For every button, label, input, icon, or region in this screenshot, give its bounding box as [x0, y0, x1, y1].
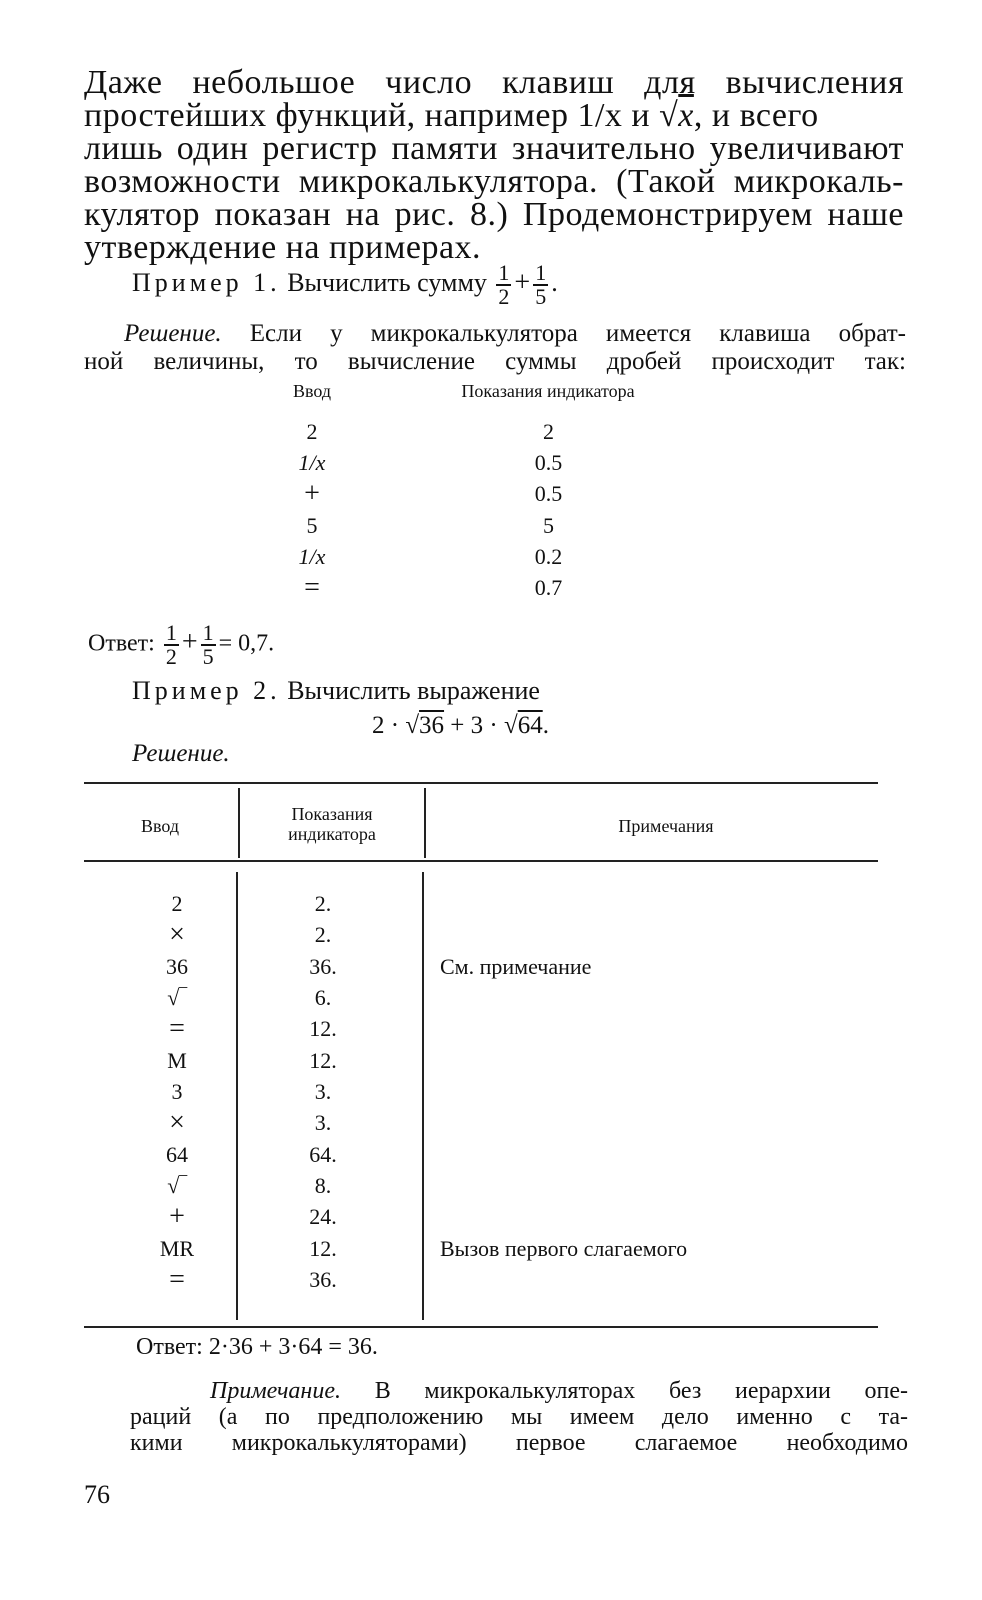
table-row: × 3.: [169, 1107, 332, 1138]
table-row: + 0.5: [304, 478, 563, 509]
table-row: 2 2: [306, 418, 554, 444]
intro-text: , и всего: [693, 97, 819, 134]
example-2-expression: 2 · √36 + 3 · √64.: [372, 712, 549, 739]
fraction: $\frac{1}{2}$: [165, 620, 177, 669]
table-row: 1/x 0.5: [298, 449, 563, 475]
table-row: 2 2.: [171, 890, 332, 916]
table-row: = 36.: [169, 1264, 337, 1295]
page-number: 76: [84, 1480, 110, 1509]
example-text: Вычислить сумму: [287, 267, 487, 297]
table-row: × 2.: [169, 919, 332, 950]
solution-1-text: [84, 320, 906, 376]
table-row: MR 12. Вызов первого слагаемого: [159, 1235, 688, 1261]
table-top-rule: [84, 782, 878, 784]
column-header-input: Ввод: [292, 381, 332, 401]
table-header-rule: [84, 860, 878, 862]
note-line: раций (а по предположению мы имеем дело именно с та-: [130, 1404, 908, 1430]
answer-2: Ответ: 2·36 + 3·64 = 36.: [136, 1334, 378, 1360]
example-label: Пример 1.: [132, 267, 281, 297]
intro-line: возможности микрокалькулятора. (Такой микрокаль-: [84, 163, 904, 200]
answer-1: [88, 622, 274, 668]
table-row: 5 5: [306, 512, 554, 538]
solution-2-label: Решение.: [132, 740, 230, 767]
example-1-heading: [132, 262, 558, 308]
table-row: √‾ 6.: [167, 984, 332, 1010]
intro-line: кулятор показан на рис. 8.) Продемонстрируем наше: [84, 196, 904, 233]
note-label: Примечание.: [210, 1378, 341, 1404]
intro-text: простейших функций, например 1/x и √: [84, 97, 679, 134]
solution-label: Решение.: [124, 320, 222, 347]
table-row: √‾ 8.: [167, 1172, 332, 1198]
table-row: = 0.7: [304, 572, 563, 603]
note-line: кими микрокалькуляторами) первое слагаемое необходимо: [130, 1430, 908, 1456]
period: .: [551, 267, 558, 297]
table-row: 64 64.: [166, 1141, 337, 1167]
intro-paragraph: [84, 66, 904, 264]
intro-line: [84, 99, 904, 132]
calc-table-2: [130, 888, 687, 1296]
answer-label: Ответ:: [88, 630, 155, 657]
intro-line: Даже небольшое число клавиш для вычисления: [84, 64, 904, 101]
sqrt-radicand: x: [678, 97, 694, 134]
table-row: + 24.: [169, 1201, 337, 1232]
calc-table-1: [236, 380, 669, 604]
intro-line: утверждение на примерах.: [84, 229, 482, 266]
example-label: Пример 2.: [132, 676, 281, 705]
column-header-notes: Примечания: [618, 816, 714, 836]
table-row: 3 3.: [171, 1078, 332, 1104]
table-row: М 12.: [167, 1047, 337, 1073]
fraction: $\frac{1}{5}$: [202, 620, 214, 669]
note-paragraph: [130, 1378, 908, 1456]
example-2-heading: [132, 676, 540, 706]
fraction: $\frac{1}{5}$: [535, 260, 547, 309]
answer-result: = 0,7.: [218, 630, 275, 657]
solution-line: ной величины, то вычисление суммы дробей происходит так:: [84, 348, 906, 375]
solution-line: Решение. Если у микрокалькулятора имеется клавиша обрат-: [124, 320, 906, 347]
intro-line: лишь один регистр памяти значительно увеличивают: [84, 130, 904, 167]
column-header-display: Показания индикатора: [288, 804, 376, 844]
column-header-display: Показания индикатора: [461, 381, 635, 401]
example-text: Вычислить выражение: [287, 676, 540, 705]
table-row: = 12.: [169, 1013, 337, 1044]
table-bottom-rule: [84, 1326, 878, 1328]
note-line: Примечание. В микрокалькуляторах без иерархии опе-: [210, 1378, 909, 1404]
plus-sign: +: [514, 266, 531, 298]
table-row: 1/x 0.2: [298, 543, 563, 569]
fraction: $\frac{1}{2}$: [498, 260, 510, 309]
column-header-input: Ввод: [140, 816, 180, 836]
plus-sign: +: [181, 626, 198, 658]
table-row: 36 36. См. примечание: [166, 953, 592, 979]
